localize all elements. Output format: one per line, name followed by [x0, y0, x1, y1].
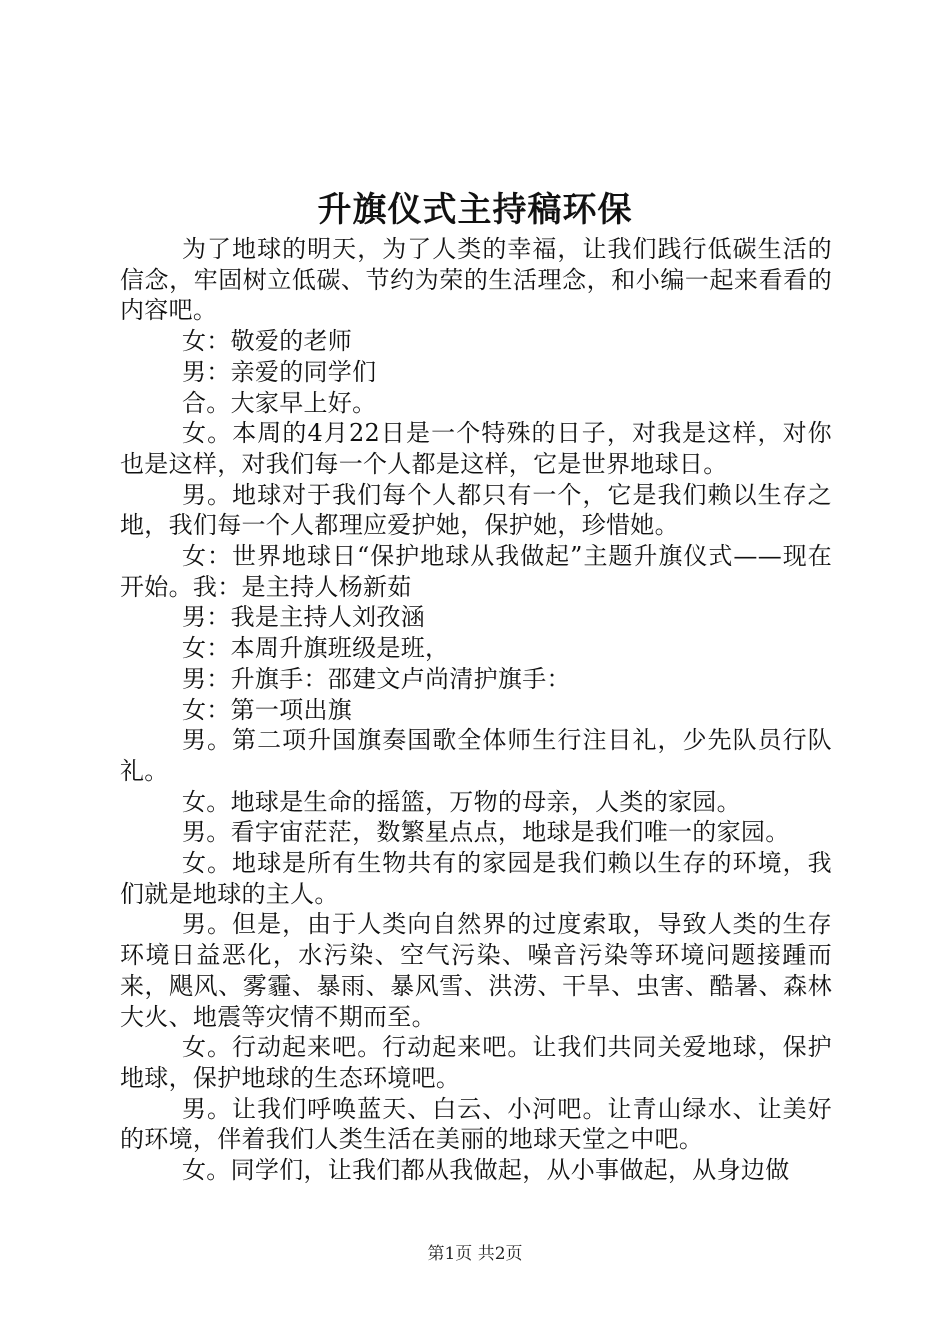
- page-number-footer: 第1页 共2页: [427, 1244, 523, 1264]
- document-title: 升旗仪式主持稿环保: [317, 190, 633, 230]
- paragraph: 女：本周升旗班级是班，: [182, 634, 450, 663]
- paragraph: 男：我是主持人刘孜涵: [182, 603, 425, 632]
- paragraph: 男。但是，由于人类向自然界的过度索取，导致人类的生存环境日益恶化，水污染、空气污染、噪音污染等环境问题接踵而来，飓风、雾霾、暴雨、暴风雪、洪涝、干旱、虫害、酷暑、森林大火、地震等灾情不期而至。: [120, 910, 832, 1031]
- paragraph: 男：升旗手：邵建文卢尚清护旗手：: [182, 664, 571, 693]
- paragraph: 男。第二项升国旗奏国歌全体师生行注目礼，少先队员行队礼。: [120, 726, 832, 785]
- paragraph: 合。大家早上好。: [182, 388, 377, 417]
- paragraph: 女：敬爱的老师: [182, 327, 353, 356]
- document-body: [120, 234, 832, 1186]
- paragraph: 男。让我们呼唤蓝天、白云、小河吧。让青山绿水、让美好的环境，伴着我们人类生活在美丽的地球天堂之中吧。: [120, 1094, 832, 1154]
- paragraph: 男。看宇宙茫茫，数繁星点点，地球是我们唯一的家园。: [182, 818, 790, 847]
- paragraph: 女。行动起来吧。行动起来吧。让我们共同关爱地球，保护地球，保护地球的生态环境吧。: [120, 1033, 832, 1092]
- paragraph: 女。本周的4月22日是一个特殊的日子，对我是这样，对你也是这样，对我们每一个人都是这样，它是世界地球日。: [120, 419, 832, 478]
- paragraph: 男：亲爱的同学们: [182, 357, 377, 386]
- paragraph: 女。地球是生命的摇篮，万物的母亲，人类的家园。: [182, 787, 741, 816]
- paragraph: 为了地球的明天，为了人类的幸福，让我们践行低碳生活的信念，牢固树立低碳、节约为荣的生活理念，和小编一起来看看的内容吧。: [120, 235, 832, 325]
- paragraph: 男。地球对于我们每个人都只有一个，它是我们赖以生存之地，我们每一个人都理应爱护她，保护她，珍惜她。: [120, 480, 832, 540]
- paragraph: 女：世界地球日“保护地球从我做起”主题升旗仪式——现在开始。我：是主持人杨新茹: [120, 542, 832, 601]
- paragraph: 女。同学们，让我们都从我做起，从小事做起，从身边做: [182, 1156, 790, 1185]
- paragraph: 女：第一项出旗: [182, 695, 353, 724]
- paragraph: 女。地球是所有生物共有的家园是我们赖以生存的环境，我们就是地球的主人。: [120, 849, 832, 908]
